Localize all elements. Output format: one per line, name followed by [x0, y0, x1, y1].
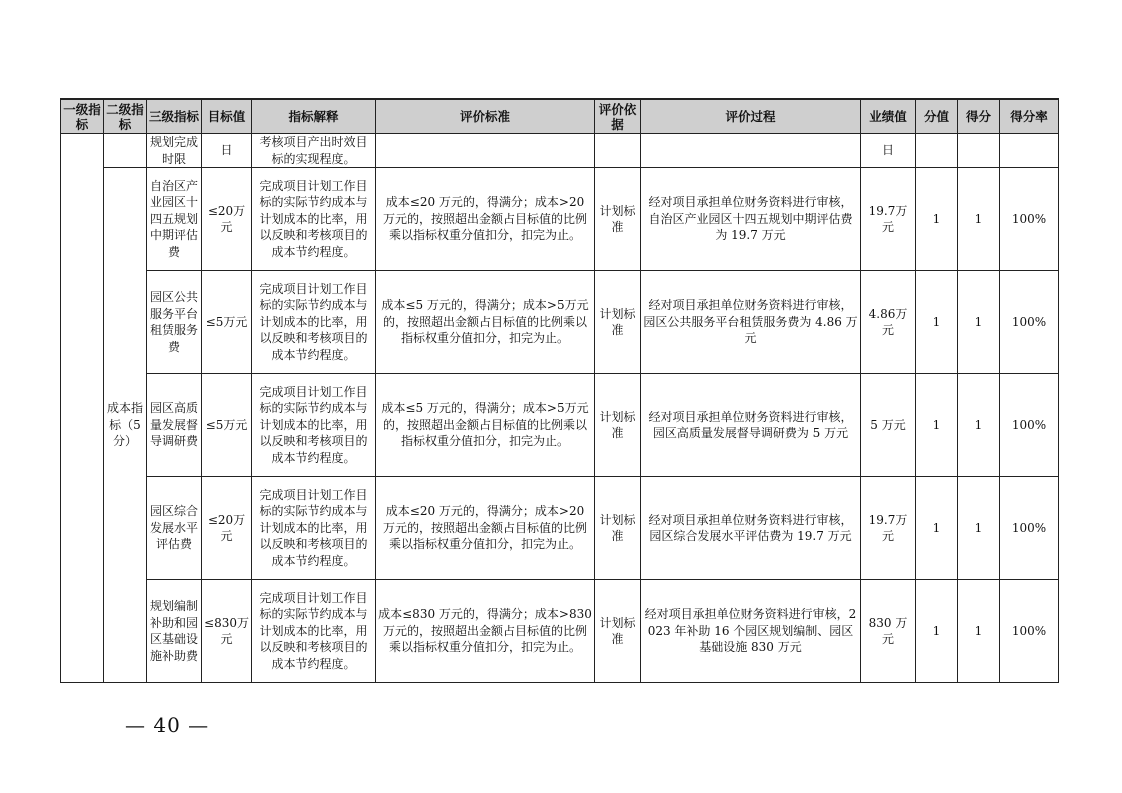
basis-cell: 计划标准	[595, 580, 641, 683]
header-score-value: 分值	[916, 99, 958, 134]
header-indicator3: 三级指标	[147, 99, 202, 134]
header-indicator1: 一级指标	[61, 99, 104, 134]
basis-cell: 计划标准	[595, 271, 641, 374]
table-header-row	[61, 99, 1059, 134]
table-row	[61, 134, 1059, 168]
score-value-cell: 1	[916, 168, 958, 271]
standard-cell: 成本≤5 万元的，得满分；成本>5万元的，按照超出金额占目标值的比例乘以指标权重分值扣分，扣完为止。	[376, 271, 595, 374]
score-value-cell: 1	[916, 580, 958, 683]
rate-cell: 100%	[1000, 374, 1059, 477]
rate-cell: 100%	[1000, 580, 1059, 683]
value-cell: 19.7万元	[861, 477, 916, 580]
header-explanation: 指标解释	[252, 99, 376, 134]
explanation-cell: 考核项目产出时效目标的实现程度。	[252, 134, 376, 168]
target-cell: ≤5万元	[202, 271, 252, 374]
header-target: 目标值	[202, 99, 252, 134]
table-row	[61, 271, 1059, 374]
target-cell: ≤830万元	[202, 580, 252, 683]
process-cell: 经对项目承担单位财务资料进行审核，园区高质量发展督导调研费为 5 万元	[641, 374, 861, 477]
score-value-cell	[916, 134, 958, 168]
indicator3-cell: 自治区产业园区十四五规划中期评估费	[147, 168, 202, 271]
explanation-cell: 完成项目计划工作目标的实际节约成本与计划成本的比率，用以反映和考核项目的成本节约程度。	[252, 374, 376, 477]
process-cell: 经对项目承担单位财务资料进行审核，园区综合发展水平评估费为 19.7 万元	[641, 477, 861, 580]
process-cell: 经对项目承担单位财务资料进行审核，园区公共服务平台租赁服务费为 4.86 万元	[641, 271, 861, 374]
score-value-cell: 1	[916, 374, 958, 477]
standard-cell: 成本≤5 万元的，得满分；成本>5万元的，按照超出金额占目标值的比例乘以指标权重分值扣分，扣完为止。	[376, 374, 595, 477]
table-row	[61, 477, 1059, 580]
value-cell: 830 万元	[861, 580, 916, 683]
explanation-cell: 完成项目计划工作目标的实际节约成本与计划成本的比率，用以反映和考核项目的成本节约程度。	[252, 271, 376, 374]
header-score: 得分	[958, 99, 1000, 134]
basis-cell: 计划标准	[595, 168, 641, 271]
indicator3-cell: 规划完成时限	[147, 134, 202, 168]
header-standard: 评价标准	[376, 99, 595, 134]
indicator2-cell: 成本指标（5分）	[104, 168, 147, 683]
table-row	[61, 168, 1059, 271]
basis-cell: 计划标准	[595, 477, 641, 580]
score-cell: 1	[958, 580, 1000, 683]
indicator1-cell	[61, 134, 104, 683]
table-row	[61, 580, 1059, 683]
standard-cell: 成本≤830 万元的，得满分；成本>830 万元的，按照超出金额占目标值的比例乘以指标权重分值扣分，扣完为止。	[376, 580, 595, 683]
indicator3-cell: 园区综合发展水平评估费	[147, 477, 202, 580]
target-cell: ≤20万元	[202, 477, 252, 580]
header-process: 评价过程	[641, 99, 861, 134]
score-cell	[958, 134, 1000, 168]
header-rate: 得分率	[1000, 99, 1059, 134]
score-cell: 1	[958, 271, 1000, 374]
standard-cell: 成本≤20 万元的，得满分；成本>20 万元的，按照超出金额占目标值的比例乘以指标权重分值扣分，扣完为止。	[376, 168, 595, 271]
indicator3-cell: 园区高质量发展督导调研费	[147, 374, 202, 477]
explanation-cell: 完成项目计划工作目标的实际节约成本与计划成本的比率，用以反映和考核项目的成本节约程度。	[252, 477, 376, 580]
rate-cell: 100%	[1000, 477, 1059, 580]
page-number: — 40 —	[125, 713, 210, 737]
target-cell: ≤5万元	[202, 374, 252, 477]
process-cell: 经对项目承担单位财务资料进行审核，2023 年补助 16 个园区规划编制、园区基础设施 830 万元	[641, 580, 861, 683]
table-row	[61, 374, 1059, 477]
target-cell: 日	[202, 134, 252, 168]
evaluation-table	[60, 98, 1059, 683]
value-cell: 19.7万元	[861, 168, 916, 271]
explanation-cell: 完成项目计划工作目标的实际节约成本与计划成本的比率，用以反映和考核项目的成本节约程度。	[252, 580, 376, 683]
target-cell: ≤20万元	[202, 168, 252, 271]
basis-cell: 计划标准	[595, 374, 641, 477]
header-indicator2: 二级指标	[104, 99, 147, 134]
value-cell: 日	[861, 134, 916, 168]
header-basis: 评价依据	[595, 99, 641, 134]
score-cell: 1	[958, 477, 1000, 580]
indicator3-cell: 规划编制补助和园区基础设施补助费	[147, 580, 202, 683]
process-cell: 经对项目承担单位财务资料进行审核，自治区产业园区十四五规划中期评估费为 19.7 万元	[641, 168, 861, 271]
score-cell: 1	[958, 168, 1000, 271]
basis-cell	[595, 134, 641, 168]
rate-cell: 100%	[1000, 168, 1059, 271]
explanation-cell: 完成项目计划工作目标的实际节约成本与计划成本的比率，用以反映和考核项目的成本节约程度。	[252, 168, 376, 271]
score-cell: 1	[958, 374, 1000, 477]
score-value-cell: 1	[916, 477, 958, 580]
header-value: 业绩值	[861, 99, 916, 134]
rate-cell: 100%	[1000, 271, 1059, 374]
score-value-cell: 1	[916, 271, 958, 374]
rate-cell	[1000, 134, 1059, 168]
standard-cell	[376, 134, 595, 168]
value-cell: 5 万元	[861, 374, 916, 477]
process-cell	[641, 134, 861, 168]
indicator3-cell: 园区公共服务平台租赁服务费	[147, 271, 202, 374]
indicator2-cell	[104, 134, 147, 168]
value-cell: 4.86万元	[861, 271, 916, 374]
standard-cell: 成本≤20 万元的，得满分；成本>20 万元的，按照超出金额占目标值的比例乘以指标权重分值扣分，扣完为止。	[376, 477, 595, 580]
